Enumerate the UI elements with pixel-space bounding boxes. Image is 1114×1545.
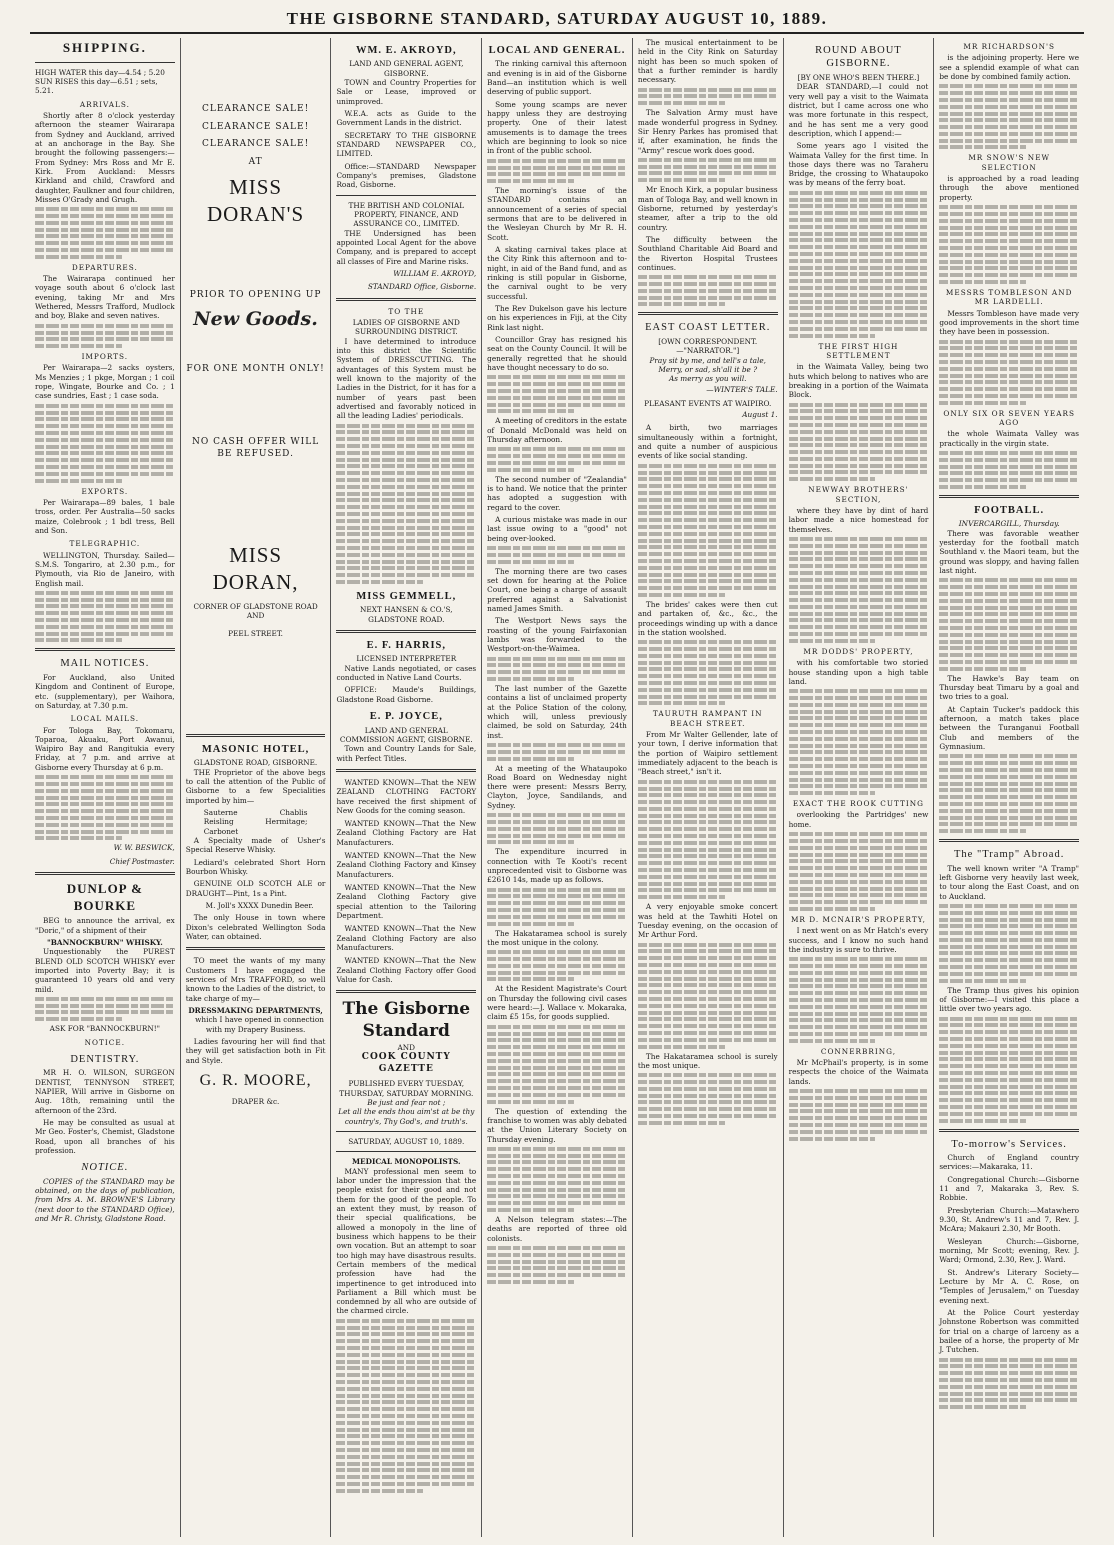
akroyd-heading: WM. E. AKROYD, bbox=[355, 45, 457, 56]
prior-text: PRIOR TO OPENING UP bbox=[189, 289, 322, 300]
wine-reisling: Reisling bbox=[203, 817, 234, 827]
meet-text: TO meet the wants of my many Customers I have engaged the services of Mrs TRAFFORD, so well known to the Ladies of the district, to take charge of my— bbox=[185, 956, 326, 1003]
harris-sub: LICENSED INTERPRETER bbox=[356, 654, 457, 664]
football-dateline: INVERCARGILL, Thursday. bbox=[958, 519, 1060, 529]
page-header bbox=[30, 6, 1084, 34]
round-7: I next went on as Mr Hatch's every success, and I know no such hand the industry is sure to thrive. bbox=[788, 926, 929, 954]
wanted-3: WANTED KNOWN—That the New Zealand Clothing Factory and Kinsey Manufacturers. bbox=[336, 851, 477, 879]
exact-heading: EXACT THE ROOK CUTTING bbox=[792, 799, 924, 809]
poem-line-3: As merry as you will. bbox=[668, 374, 747, 384]
tramp-2: The Tramp thus gives his opinion of Gisborne:—I visited this place a little over two years ago. bbox=[939, 985, 1080, 1014]
miss-doran-title: MISS DORAN'S bbox=[207, 175, 305, 226]
tombleson-heading: MESSRS TOMBLESON AND MR LARDELLI. bbox=[945, 287, 1073, 307]
local-4: A skating carnival takes place at the City Rink this afternoon and to-night, in aid of the Band fund, and as rinking is still popular in Gisborne, the carnival ought to be very successful. bbox=[487, 245, 627, 301]
notice2-heading: NOTICE. bbox=[81, 1162, 129, 1174]
column-4 bbox=[481, 38, 632, 1537]
british-text: THE Undersigned has been appointed Local Agent for the above Company, and is prepared to accept all classes of Fire and Marine risks. bbox=[336, 228, 477, 266]
richardson-text: is the adjoining property. Here we see a splendid example of what can be done by combined family action. bbox=[939, 53, 1080, 81]
column-2 bbox=[180, 38, 331, 1537]
east-coast-sub: [OWN CORRESPONDENT.—"NARRATOR."] bbox=[658, 336, 758, 356]
first-selection-heading: THE FIRST HIGH SETTLEMENT bbox=[818, 341, 899, 360]
usher-text: A Specialty made of Usher's Special Reserve Whisky. bbox=[185, 835, 326, 855]
dunlop-text: BEG to announce the arrival, ex "Doric," of a shipment of their bbox=[35, 916, 175, 935]
musical-text: The musical entertainment to be held in the City Rink on Saturday night has been so much spoken of that a further reminder is hardly necessary. bbox=[637, 38, 778, 85]
local-8: The second number of "Zealandia" is to hand. We notice that the printer has adopted a suggestion with regard to the cover. bbox=[487, 474, 627, 512]
local-16: At the Resident Magistrate's Court on Thursday the following civil cases were heard:—J. Wallace v. Mokaraka, claim £5 15s, for goods supplied. bbox=[487, 984, 627, 1022]
issue-date: SATURDAY, AUGUST 10, 1889. bbox=[348, 1136, 465, 1146]
poem-source: —WINTER'S TALE. bbox=[706, 385, 778, 395]
wanted-2: WANTED KNOWN—That the New Zealand Clothing Factory are Hat Manufacturers. bbox=[336, 819, 477, 847]
clearance-1: CLEARANCE SALE! bbox=[201, 104, 310, 114]
ladies-text: I have determined to introduce into this district the Scientific System of DRESSCUTTING. The advantages of this System must be well known to the majority of the Ladies in the District, for it has for a number of years past been advertised and favorably noticed in all the leading Ladies' periodicals. bbox=[336, 336, 477, 421]
genuine-text: GENUINE OLD SCOTCH ALE or DRAUGHT—Pint, 1s a Pint. bbox=[185, 879, 326, 898]
local-heading: LOCAL AND GENERAL. bbox=[488, 45, 626, 56]
tramp-heading: The "Tramp" Abroad. bbox=[954, 849, 1065, 861]
clearance-2: CLEARANCE SALE! bbox=[201, 121, 310, 132]
football-heading: FOOTBALL. bbox=[974, 505, 1045, 516]
local-13: At a meeting of the Whataupoko Road Board on Wednesday night there were present: Messrs Berry, Clayton, Joyce, Sandilands, and Sydney. bbox=[487, 763, 627, 810]
wine-hermitage: Hermitage; bbox=[265, 817, 308, 827]
column-7 bbox=[933, 38, 1084, 1537]
at-label: AT bbox=[248, 156, 263, 167]
dentist-text-2: He may be consulted as usual at Mr Geo. Foster's, Chemist, Gladstone Road, upon all branches of his profession. bbox=[35, 1117, 175, 1155]
local-10: The morning there are two cases set down for hearing at the Police Court, one being a charge of assault preferred against a Salvationist named James Smith. bbox=[487, 566, 627, 613]
gemmell-heading: MISS GEMMELL, bbox=[356, 590, 457, 602]
akroyd-signature-2: STANDARD Office, Gisborne. bbox=[367, 282, 477, 292]
round-3: in the Waimata Valley, being two huts which belong to natives who are breaking in a portion of the Waimata Block. bbox=[788, 362, 929, 400]
letter-2: The brides' cakes were then cut and partaken of, &c., &c., the proceedings winding up with a dance in the station woolshed. bbox=[637, 599, 778, 637]
flag-and: AND bbox=[397, 1042, 416, 1052]
column-3 bbox=[330, 38, 481, 1537]
letter-5: The Hakataramea school is surely the most unique. bbox=[637, 1051, 778, 1070]
arrivals-heading: ARRIVALS. bbox=[79, 99, 130, 109]
no-cash-text: NO CASH OFFER WILL BE REFUSED. bbox=[191, 437, 320, 459]
miss-doran-2: MISS DORAN, bbox=[212, 543, 299, 595]
sun-line: SUN RISES this day—6.51 ; sets, 5.21. bbox=[35, 76, 158, 96]
mcnair-heading: MR D. MCNAIR'S PROPERTY, bbox=[790, 914, 926, 924]
wine-sauterne: Sauterne bbox=[203, 808, 238, 817]
connection-text: which I have opened in connection with my Drapery Business. bbox=[195, 1015, 324, 1034]
akroyd-sub: LAND AND GENERAL AGENT, GISBORNE. bbox=[349, 59, 464, 78]
local-11: The Westport News says the roasting of the young Fairfaxonian lambs was forwarded to the Westport-on-the-Waimea. bbox=[487, 616, 627, 654]
notice2-text: COPIES of the STANDARD may be obtained, on the days of publication, from Mrs A. M. BROWNE'S Library (next door to the STANDARD Office), and Mr R. Christy, Gladstone Road. bbox=[35, 1176, 175, 1224]
enoch-text: Mr Enoch Kirk, a popular business man of Tologa Bay, and well known in Gisborne, returned by yesterday's steamer, after a trip to the old country. bbox=[637, 185, 778, 232]
local-14: The expenditure incurred in connection with Te Kooti's recent unprecedented visit to Gisborne was £2610 14s, made up as follows. bbox=[487, 847, 627, 885]
akroyd-text: TOWN and Country Properties for Sale or Lease, improved or unimproved. bbox=[336, 78, 477, 106]
office-text: Office:—STANDARD Newspaper Company's premises, Gladstone Road, Gisborne. bbox=[336, 161, 477, 190]
snow-heading: MR SNOW'S NEW SELECTION bbox=[968, 153, 1051, 172]
mail-heading: MAIL NOTICES. bbox=[60, 658, 150, 670]
tombleson-text: Messrs Tombleson have made very good improvements in the short time they have been in possession. bbox=[939, 308, 1080, 337]
flag-sub: COOK COUNTY GAZETTE bbox=[361, 1052, 451, 1074]
imports-text: Per Wairarapa—2 sacks oysters, Ms Menzies ; 1 pkge, Morgan ; 1 coil rope, Wingate, Bourke and Co. ; 1 case sundries, East ; 1 case soda. bbox=[35, 363, 175, 401]
local-3: The morning's issue of the STANDARD contains an announcement of a series of special sermons that are to be delivered in the Wesleyan Church by Mr R. H. Scott. bbox=[487, 186, 627, 242]
wine-chablis: Chablis bbox=[279, 808, 308, 817]
akroyd-signature: WILLIAM E. AKROYD, bbox=[393, 269, 477, 278]
page-header-title: THE GISBORNE STANDARD, SATURDAY AUGUST 10, 1889. bbox=[286, 9, 828, 28]
round-sub: [BY ONE WHO'S BEEN THERE.] bbox=[797, 72, 920, 82]
departures-heading: DEPARTURES. bbox=[71, 262, 138, 272]
draper-label: DRAPER &c. bbox=[231, 1097, 280, 1107]
local-9: A curious mistake was made in our last issue owing to a "good" not being over-looked. bbox=[487, 515, 627, 543]
dunlop-heading: DUNLOP & BOURKE bbox=[66, 880, 143, 913]
british-title: THE BRITISH AND COLONIAL PROPERTY, FINANCE, AND ASSURANCE CO., LIMITED. bbox=[348, 200, 465, 229]
dressmaking-title: DRESSMAKING DEPARTMENTS, bbox=[188, 1005, 323, 1015]
round-6: overlooking the Partridges' new home. bbox=[788, 810, 929, 829]
local-mails-text: For Tologa Bay, Tokomaru, Toparoa, Akuaku, Port Awanui, Waipiro Bay and Rangitukia every Friday, at 7 p.m. and arrive at Gisborne every Thursday at 6 p.m. bbox=[35, 725, 175, 772]
letter-1: A birth, two marriages simultaneously within a fortnight, and quite a number of auspicious events of like social standing. bbox=[637, 423, 778, 461]
only-six-heading: ONLY SIX OR SEVEN YEARS AGO bbox=[943, 408, 1075, 428]
letter-4: A very enjoyable smoke concert was held at the Tawhiti Hotel on Tuesday evening, on the occasion of Mr Arthur Ford. bbox=[637, 902, 778, 940]
departures-text: The Wairarapa continued her voyage south about 6 o'clock last evening, taking Mr and Mrs Wethered, Messrs Trafford, Mudlock and boy, Blake and seven natives. bbox=[35, 274, 175, 321]
wanted-4: WANTED KNOWN—That the New Zealand Clothing Factory give special attention to the Tailoring Department. bbox=[336, 883, 477, 921]
richardson-heading: MR RICHARDSON'S bbox=[963, 42, 1055, 51]
masonic-heading: MASONIC HOTEL, bbox=[201, 743, 310, 755]
column-5 bbox=[632, 38, 783, 1537]
round-1: DEAR STANDARD,—I could not very well pay a visit to the Waimata district, but I came across one who was more fortunate in this respect, and he has sent me a very good description, which I append:— bbox=[788, 82, 929, 138]
motto-line-2: Let all the ends thou aim'st at be thy country's, Thy God's, and truth's. bbox=[338, 1107, 475, 1126]
local-1: The rinking carnival this afternoon and evening is in aid of the Gisborne Band—an institution which is well deserving of public support. bbox=[487, 59, 627, 97]
new-goods-title: New Goods. bbox=[193, 308, 318, 331]
round-8: Mr McPhail's property, is in some respects the choice of the Waimata lands. bbox=[788, 1058, 929, 1086]
round-heading: ROUND ABOUT GISBORNE. bbox=[815, 45, 902, 70]
local-15: The Hakataramea school is surely the most unique in the colony. bbox=[487, 928, 627, 947]
postmaster-title: Chief Postmaster. bbox=[109, 856, 175, 866]
clearance-3: CLEARANCE SALE! bbox=[201, 139, 310, 150]
telegraphic-heading: TELEGRAPHIC. bbox=[69, 539, 141, 549]
harris-text: Native Lands negotiated, or cases conducted in Native Land Courts. bbox=[336, 663, 477, 683]
services-1: Church of England country services:—Makaraka, 11. bbox=[939, 1153, 1080, 1172]
joyce-text: Town and Country Lands for Sale, with Perfect Titles. bbox=[336, 744, 477, 763]
local-5: The Rev Dukelson gave his lecture on his experiences in Fiji, at the City Rink last night. bbox=[487, 304, 627, 332]
round-4: where they have by dint of hard labor made a nice homestead for themselves. bbox=[788, 505, 929, 534]
round-5: with his comfortable two storied house standing upon a high table land. bbox=[788, 658, 929, 686]
local-17: The question of extending the franchise to women was ably debated at the Union Literary Society on Thursday evening. bbox=[487, 1106, 627, 1144]
round-2: Some years ago I visited the Waimata Valley for the first time. In those days there was no Taraheru Bridge, the crossing to Whataupoko was by means of the ferry boat. bbox=[788, 141, 929, 188]
newspaper-flag: The Gisborne Standard bbox=[342, 999, 471, 1042]
dentistry-heading: DENTISTRY. bbox=[70, 1053, 140, 1065]
tauruth-heading: TAURUTH RAMPANT IN BEACH STREET. bbox=[652, 709, 763, 728]
dunlop-body: Unquestionably the PUREST BLEND OLD SCOTCH WHISKY ever imported into Poverty Bay; it is guaranteed 10 years old and very mild. bbox=[35, 947, 175, 994]
pleasant-heading: PLEASANT EVENTS AT WAIPIRO. bbox=[644, 398, 772, 408]
wanted-5: WANTED KNOWN—That the New Zealand Clothing Factory are also Manufacturers. bbox=[336, 924, 477, 953]
joyce-sub: LAND AND GENERAL COMMISSION AGENT, GISBORNE. bbox=[339, 725, 473, 744]
columns bbox=[30, 38, 1084, 1537]
harris-heading: E. F. HARRIS, bbox=[366, 640, 446, 652]
column-6 bbox=[783, 38, 934, 1537]
joyce-heading: E. P. JOYCE, bbox=[369, 711, 443, 723]
wanted-6: WANTED KNOWN—That the New Zealand Clothing Factory offer Good Value for Cash. bbox=[336, 956, 477, 985]
lediard-text: Lediard's celebrated Short Horn Bourbon Whisky. bbox=[185, 857, 326, 876]
peel-text: PEEL STREET. bbox=[228, 628, 283, 638]
services-6: At the Police Court yesterday Johnstone Robertson was committed for trial on a charge of larceny as a bailee of a horse, the property of Mr J. Tutchen. bbox=[939, 1307, 1080, 1355]
local-6: Councillor Gray has resigned his seat on the County Council. It will be generally regretted that he should have thought necessary to do so. bbox=[487, 335, 627, 373]
mail-text: For Auckland, also United Kingdom and Continent of Europe, etc. (supplementary), per Waihora, on Saturday, at 7.30 p.m. bbox=[35, 672, 175, 710]
moore-name: G. R. MOORE, bbox=[199, 1071, 312, 1089]
bannockburn-title: "BANNOCKBURN" WHISKY. bbox=[46, 937, 163, 947]
exports-heading: EXPORTS. bbox=[81, 486, 129, 496]
football-3: At Captain Tucker's paddock this afternoon, a match takes place between the Turanganui Football Club and members of the Gymnasium. bbox=[939, 704, 1080, 752]
local-12: The last number of the Gazette contains a list of unclaimed property at the Police Station of the colony, which will, unless previously claimed, be sold on Saturday, 24th inst. bbox=[487, 683, 627, 740]
fortnight-text: FOR ONE MONTH ONLY! bbox=[186, 363, 325, 374]
poem-line-2: Merry, or sad, sh'all it be ? bbox=[658, 364, 758, 374]
services-5: St. Andrew's Literary Society—Lecture by Mr A. C. Rose, on "Temples of Jerusalem," on Tuesday evening next. bbox=[939, 1267, 1080, 1305]
letter-3: From Mr Walter Gellender, late of your town, I derive information that the portion of Waipiro settlement immediately adjacent to the beach is "Beach street," isn't it. bbox=[637, 730, 778, 777]
motto-line-1: Be just and fear not ; bbox=[367, 1097, 446, 1107]
arrivals-text: Shortly after 8 o'clock yesterday afternoon the steamer Wairarapa from Sydney and Auckland, arrived at an anchorage in the Bay. She brought the following passengers:—From Sydney: Mrs Ross and Mr E. Kirk. From Auckland: Messrs Kirkland and child, Crawford and daughter, Faulkner and four children, Misses O'Grady and Grugh. bbox=[35, 110, 175, 204]
letter-date: August 1. bbox=[742, 410, 778, 420]
ladies-heading: LADIES OF GISBORNE AND SURROUNDING DISTRICT. bbox=[352, 317, 460, 337]
ladies-to: TO THE bbox=[388, 306, 425, 316]
telegraphic-text: WELLINGTON, Thursday. Sailed—S.M.S. Tongariro, at 2.30 p.m., for Plymouth, via Rio de Janeiro, with English mail. bbox=[35, 550, 175, 588]
wea-text: W.E.A. acts as Guide to the Government Lands in the district. bbox=[336, 109, 477, 128]
football-2: The Hawke's Bay team on Thursday beat Timaru by a goal and two tries to a goal. bbox=[939, 673, 1080, 702]
football-1: There was favorable weather yesterday for the football match Southland v. the Maori team, but the ground was sloppy, and having fallen last night. bbox=[939, 528, 1080, 576]
newway-heading: NEWWAY BROTHERS' SECTION, bbox=[808, 485, 909, 504]
corner-text: CORNER OF GLADSTONE ROAD AND bbox=[193, 601, 318, 621]
wine-carbonet: Carbonet bbox=[203, 826, 239, 836]
shipping-heading: SHIPPING. bbox=[62, 40, 147, 55]
masonic-text: THE Proprietor of the above begs to call the attention of the Public of Gisborne to a few Specialities imported by him— bbox=[185, 767, 326, 805]
dentist-text: MR H. O. WILSON, SURGEON DENTIST, TENNYSON STREET, NAPIER, Will arrive in Gisborne on Aug. 18th, remaining until the afternoon of the 23rd. bbox=[35, 1068, 175, 1115]
tramp-1: The well known writer "A Tramp" left Gisborne very heavily last week, to tour along the East Coast, and on to Auckland. bbox=[939, 863, 1080, 901]
snow-text: is approached by a road leading through the above mentioned property. bbox=[939, 174, 1080, 202]
column-1 bbox=[30, 38, 180, 1537]
local-18: A Nelson telegram states:—The deaths are reported of three old colonists. bbox=[487, 1215, 627, 1243]
services-4: Wesleyan Church:—Gisborne, morning, Mr Scott; evening, Rev. J. Ward; Ormond, 2.30, Rev. J. Ward. bbox=[939, 1236, 1080, 1265]
difficulty-text: The difficulty between the Southland Charitable Aid Board and the Riverton Hospital Trustees continues. bbox=[637, 234, 778, 272]
postmaster-name: W. W. BESWICK, bbox=[113, 843, 175, 853]
salvation-text: The Salvation Army must have made wonderful progress in Sydney. Sir Henry Parkes has promised that if, after examination, he finds the "Army" rescue work does good. bbox=[637, 108, 778, 155]
editorial-text: MANY professional men seem to labor under the impression that the people exist for their good and not them for the good of the people. To an extent they must, by reason of their special qualifications, be allowed a monopoly in the line of business which happens to be their own vocation. But an attempt to soar too high may have disastrous results. Certain members of the medical profession have had the impertinence to get introduced into Parliament a Bill which must be condemned by all who are outside of the charmed circle. bbox=[336, 1166, 477, 1316]
house-text: The only House in town where Dixon's celebrated Wellington Soda Water, can obtained. bbox=[185, 913, 326, 941]
east-coast-heading: EAST COAST LETTER. bbox=[645, 322, 771, 334]
only-six-text: the whole Waimata Valley was practically in the virgin state. bbox=[939, 429, 1080, 448]
editorial-heading: MEDICAL MONOPOLISTS. bbox=[351, 1157, 461, 1167]
favouring-text: Ladies favouring her will find that they will get satisfaction both in Fit and Style. bbox=[185, 1036, 326, 1065]
masonic-sub: GLADSTONE ROAD, GISBORNE. bbox=[193, 758, 318, 768]
notice-heading: NOTICE. bbox=[84, 1037, 126, 1047]
corner-heading: CONNERBRING, bbox=[820, 1046, 897, 1056]
harris-office: OFFICE: Maude's Buildings, Gladstone Road Gisborne. bbox=[336, 685, 477, 704]
poem-line-1: Pray sit by me, and tell's a tale, bbox=[649, 355, 766, 365]
secretary-text: SECRETARY TO THE GISBORNE STANDARD NEWSPAPER CO., LIMITED. bbox=[336, 130, 477, 159]
services-heading: To-morrow's Services. bbox=[951, 1138, 1067, 1150]
joll-text: M. Joll's XXXX Dunedin Beer. bbox=[205, 900, 314, 910]
exports-text: Per Wairarapa—89 bales, 1 bale tross, order. Per Australia—50 sacks maize, Colebrook ; 1 bdl tress, Bell and Son. bbox=[35, 497, 175, 535]
local-2: Some young scamps are never happy unless they are destroying property. One of their latest amusements is to damage the trees which are beginning to look so nice in front of the public school. bbox=[487, 99, 627, 156]
ask-for: ASK FOR "BANNOCKBURN!" bbox=[49, 1024, 161, 1034]
dodds-heading: MR DODDS' PROPERTY, bbox=[803, 646, 914, 656]
local-mails-heading: LOCAL MAILS. bbox=[70, 714, 140, 724]
imports-heading: IMPORTS. bbox=[81, 352, 129, 362]
services-3: Presbyterian Church:—Matawhero 9.30, St. Andrew's 11 and 7, Rev. J. McAra; Makauri 2.30, Mr Booth. bbox=[939, 1205, 1080, 1234]
published-line: PUBLISHED EVERY TUESDAY, THURSDAY, SATURDAY MORNING. bbox=[339, 1079, 474, 1098]
local-7: A meeting of creditors in the estate of Donald McDonald was held on Thursday afternoon. bbox=[487, 416, 627, 444]
wanted-1: WANTED KNOWN—That the NEW ZEALAND CLOTHING FACTORY have received the first shipment of New Goods for the coming season. bbox=[336, 777, 477, 815]
tides-line: HIGH WATER this day—4.54 ; 5.20 bbox=[35, 67, 165, 77]
services-2: Congregational Church:—Gisborne 11 and 7, Makaraka 3, Rev. S. Robbie. bbox=[939, 1174, 1080, 1203]
gemmell-address: NEXT HANSEN & CO.'S, GLADSTONE ROAD. bbox=[360, 605, 453, 624]
